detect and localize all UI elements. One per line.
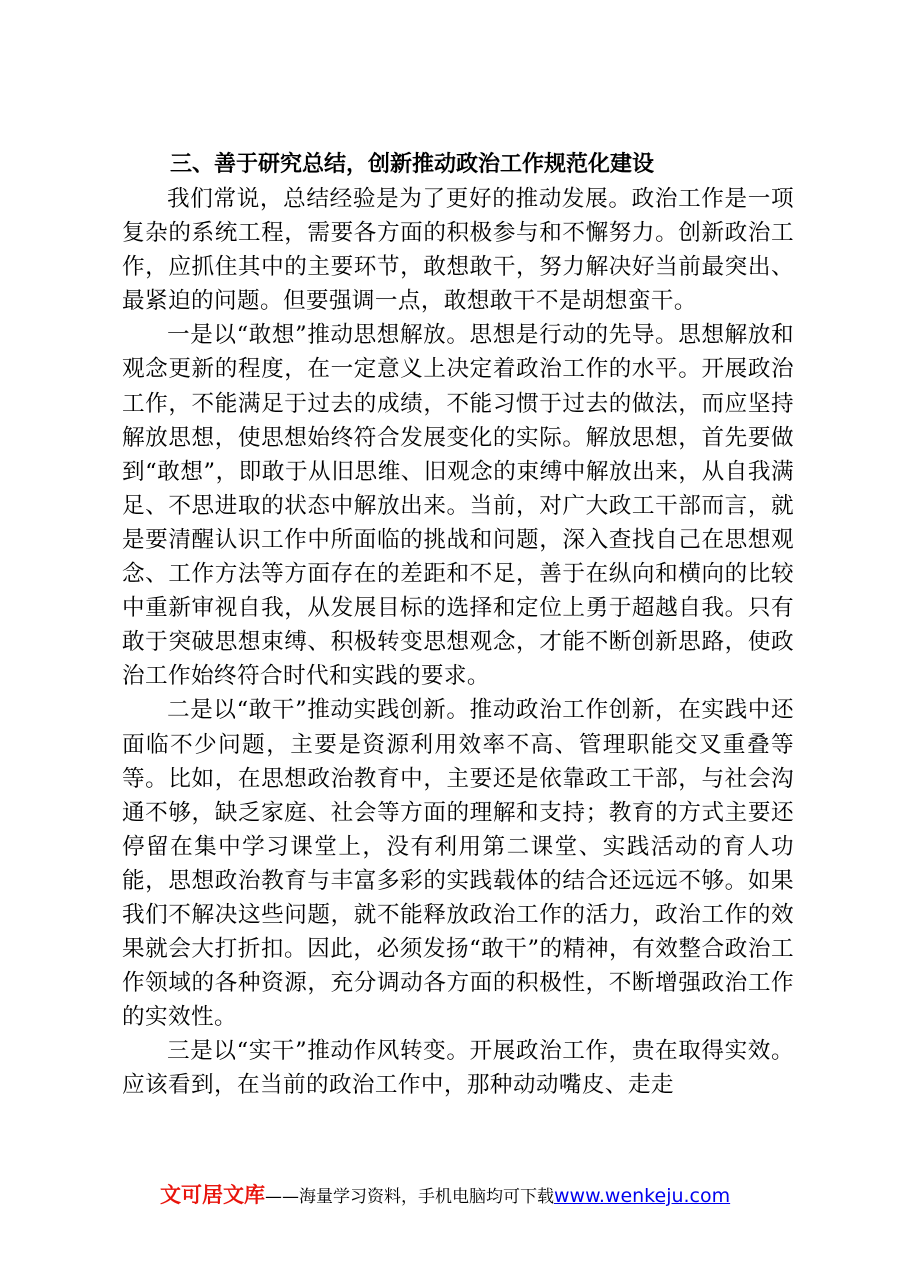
paragraph-point-two: 二是以“敢干”推动实践创新。推动政治工作创新，在实践中还面临不少问题，主要是资源利用效率不高、管理职能交叉重叠等等。比如，在思想政治教育中，主要还是依靠政工干部，与社会沟通不够，缺乏家庭、社会等方面的理解和支持；教育的方式主要还停留在集中学习课堂上，没有利用第二课堂、实践活动的育人功能，思想政治教育与丰富多彩的实践载体的结合还远远不够。如果我们不解决这些问题，就不能释放政治工作的活力，政治工作的效果就会大打折扣。因此，必须发扬“敢干”的精神，有效整合政治工作领域的各种资源，充分调动各方面的积极性，不断增强政治工作的实效性。 [122,697,794,1031]
footer-slogan: ——海量学习资料，手机电脑均可下载 [265,1187,554,1207]
paragraph-point-three: 三是以“实干”推动作风转变。开展政治工作，贵在取得实效。应该看到，在当前的政治工作中，那种动动嘴皮、走走 [122,1038,794,1099]
paragraph-intro: 我们常说，总结经验是为了更好的推动发展。政治工作是一项复杂的系统工程，需要各方面的积极参与和不懈努力。创新政治工作，应抓住其中的主要环节，敢想敢干，努力解决好当前最突出、最紧迫的问题。但要强调一点，敢想敢干不是胡想蛮干。 [122,186,794,315]
footer-brand: 文可居文库 [160,1183,265,1207]
paragraph-point-one: 一是以“敢想”推动思想解放。思想是行动的先导。思想解放和观念更新的程度，在一定意义上决定着政治工作的水平。开展政治工作，不能满足于过去的成绩，不能习惯于过去的做法，而应坚持解放思想，使思想始终符合发展变化的实际。解放思想，首先要做到“敢想”，即敢于从旧思维、旧观念的束缚中解放出来，从自我满足、不思进取的状态中解放出来。当前，对广大政工干部而言，就是要清醒认识工作中所面临的挑战和问题，深入查找自己在思想观念、工作方法等方面存在的差距和不足，善于在纵向和横向的比较中重新审视自我，从发展目标的选择和定位上勇于超越自我。只有敢于突破思想束缚、积极转变思想观念，才能不断创新思路，使政治工作始终符合时代和实践的要求。 [122,322,794,690]
section-heading: 三、善于研究总结，创新推动政治工作规范化建设 [170,152,655,177]
footer-banner [160,1183,800,1209]
document-page [122,148,794,1103]
footer-website-link[interactable]: www.wenkeju.com [554,1185,731,1207]
